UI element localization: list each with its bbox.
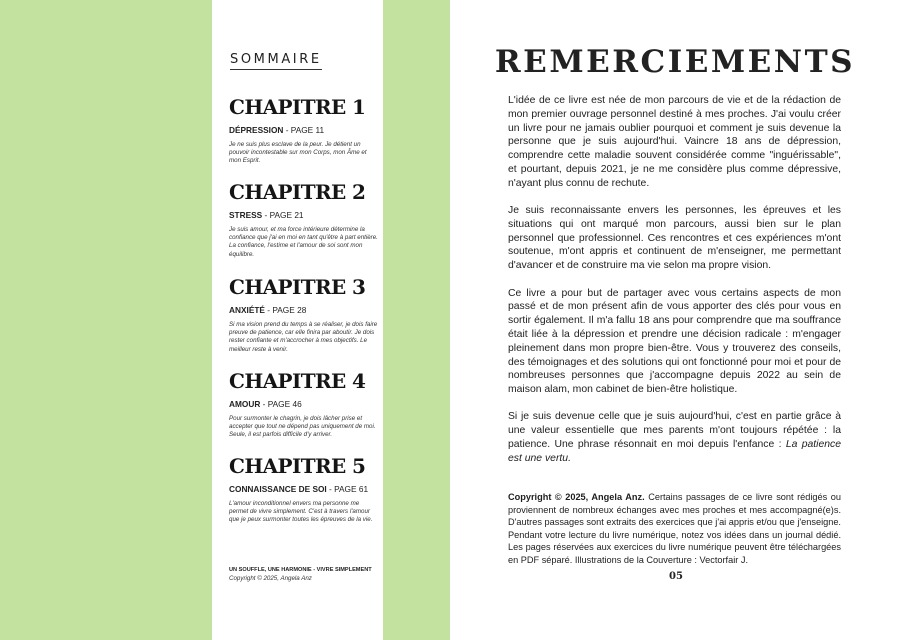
paragraph: L'idée de ce livre est née de mon parcours de vie et de la rédaction de mon premier ouvrage personnel destiné à mes proches. J'ai voulu créer un livre pour ne jamais oublier pourquoi et comment je suis devenue la personne que je suis aujourd'hui. Vaincre 18 ans de dépression, comprendre cette maladie souvent considérée comme "inguérissable", et pourtant, depuis 2021, je ne me considère plus comme dépressive, n'ayant plus connu de rechute. — [508, 95, 841, 189]
chapter-topic-line — [229, 125, 379, 135]
chapter-quote: L'amour inconditionnel envers ma personne me permet de vivre simplement. C'est à travers l'amour que je peux surmonter toutes les épreuves de la vie. — [229, 500, 373, 524]
chapter-topic-line — [229, 484, 379, 494]
chapter-heading: CHAPITRE 2 — [229, 180, 366, 204]
page-title: REMERCIEMENTS — [494, 44, 856, 80]
chapter-topic-line — [229, 305, 379, 315]
paragraph-patience — [508, 410, 841, 465]
paragraph-text: Si je suis devenue celle que je suis aujourd'hui, c'est en partie grâce à une valeur essentielle que mes parents m'ont toujours répétée : la patience. Une phrase résonnait en moi depuis l'enfance : — [508, 411, 841, 451]
footer-copyright: Copyright © 2025, Angela Anz — [229, 575, 312, 582]
chapter-topic: DÉPRESSION — [229, 125, 284, 135]
chapter-5-entry — [229, 455, 379, 525]
chapter-heading: CHAPITRE 1 — [229, 95, 366, 119]
acknowledgements-page — [450, 0, 900, 640]
paragraph: Ce livre a pour but de partager avec vous certains aspects de mon passé et de mon présent afin de vous apporter des clés pour vous en sortir également. Il m'a fallu 18 ans pour comprendre que ma souffrance était liée à la dépression et prendre une décision radicale : m'engager pleinement dans mon propre bien-être. Vous y trouverez des conseils, des témoignages et des solutions qui ont fonctionné pour moi et pour de nombreuses personnes que j'accompagne depuis 2022 au sein de maison alam, mon cabinet de bien-être holistique. — [508, 287, 841, 396]
chapter-topic: STRESS — [229, 210, 263, 220]
chapter-4-entry — [229, 370, 379, 440]
acknowledgements-body — [508, 94, 841, 479]
chapter-page: - PAGE 28 — [264, 305, 307, 315]
chapter-quote: Je suis amour, et ma force intérieure détermine la confiance que j'ai en moi en tant qu'être à part entière. La confiance, l'estime et l'amour de soi sont mon équilibre. — [229, 226, 378, 258]
chapter-topic-line — [229, 399, 379, 409]
left-green-band — [0, 0, 212, 640]
chapter-quote: Je ne suis plus esclave de la peur. Je détient un pouvoir incontestable sur mon Corps, mon Âme et mon Esprit. — [229, 141, 367, 165]
chapter-quote: Si ma vision prend du temps à se réaliser, je dois faire preuve de patience, car elle finira par aboutir. Je dois rester confiante et m'accrocher à mes objectifs. Le meilleur reste à venir. — [229, 321, 378, 353]
copyright-owner: Copyright © 2025, Angela Anz. — [508, 492, 645, 502]
chapter-3-entry — [229, 276, 379, 354]
chapter-2-entry — [229, 181, 379, 259]
middle-green-band — [383, 0, 450, 640]
chapter-page: - PAGE 46 — [260, 399, 302, 409]
chapter-page: - PAGE 21 — [262, 210, 304, 220]
chapter-topic: ANXIÉTÉ — [229, 305, 265, 315]
paragraph: Je suis reconnaissante envers les personnes, les épreuves et les situations qui ont marqué mon parcours, aussi bien sur le plan personnel que professionnel. Ces rencontres et ces expériences m'ont soutenue, m'ont appris et continuent de m'enseigner, me permettant d'avancer et de construire ma vie selon ma propre vision. — [508, 205, 841, 272]
chapter-quote: Pour surmonter le chagrin, je dois lâcher prise et accepter que tout ne dépend pas uniquement de moi. Seule, il est parfois difficile d'y arriver. — [229, 415, 376, 439]
chapter-topic: CONNAISSANCE DE SOI — [229, 484, 327, 494]
chapter-heading: CHAPITRE 5 — [229, 454, 366, 478]
page-number: 05 — [669, 571, 683, 582]
chapter-1-entry — [229, 96, 379, 166]
chapter-heading: CHAPITRE 4 — [229, 369, 366, 393]
copyright-notice — [508, 491, 841, 567]
footer-tagline: UN SOUFFLE, UNE HARMONIE - VIVRE SIMPLEMENT — [229, 567, 372, 573]
table-of-contents-page — [212, 0, 383, 640]
chapter-page: - PAGE 61 — [326, 484, 369, 494]
copyright-text: Certains passages de ce livre sont rédigés ou proviennent de nombreux échanges avec mes proches et mes accompagné(e)s. D'autres passages sont extraits des exercices que j'ai appris et/ou que j'enseigne. Pendant votre lecture du livre numérique, notez vos idées dans un journal dédié. Les pages réservées aux exercices du livre numérique peuvent être téléchargées en PDF séparé. Illustrations de la Couverture : Vectorfair J. — [508, 492, 841, 565]
patience-quote: La patience est une vertu. — [508, 439, 841, 464]
chapter-topic-line — [229, 210, 379, 220]
toc-footer — [229, 567, 389, 582]
chapter-topic: AMOUR — [229, 399, 261, 409]
chapter-page: - PAGE 11 — [283, 125, 325, 135]
toc-title: SOMMAIRE — [230, 52, 322, 70]
chapter-heading: CHAPITRE 3 — [229, 275, 366, 299]
